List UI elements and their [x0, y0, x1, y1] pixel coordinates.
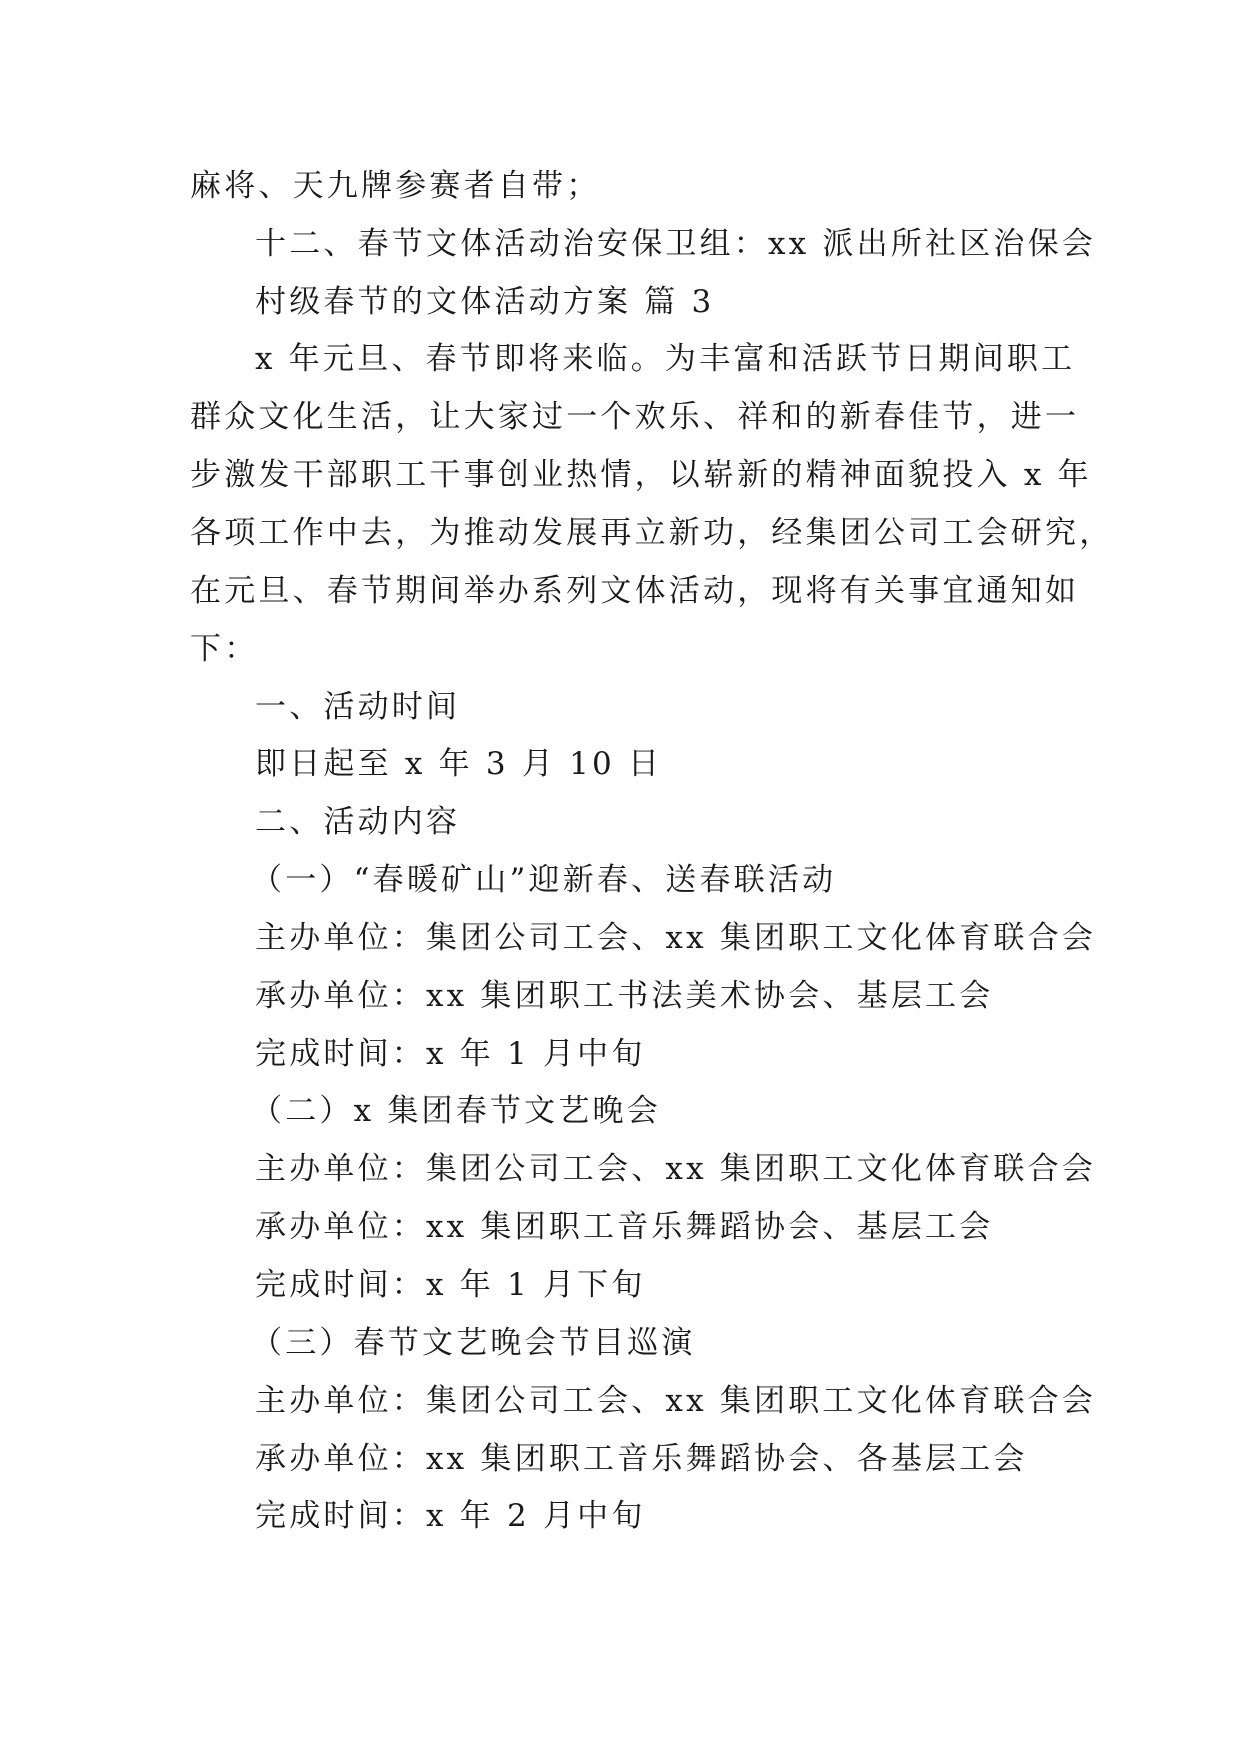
subsection-heading: （三）春节文艺晚会节目巡演: [251, 1325, 696, 1361]
text-line: 主办单位：集团公司工会、xx 集团职工文化体育联合会: [255, 1383, 1097, 1419]
text-line: 步激发干部职工干事创业热情，以崭新的精神面貌投入 x 年: [190, 457, 1092, 493]
subsection-heading: （一）“春暖矿山”迎新春、送春联活动: [251, 862, 837, 898]
text-line: 承办单位：xx 集团职工音乐舞蹈协会、各基层工会: [255, 1441, 1028, 1477]
text-line: 主办单位：集团公司工会、xx 集团职工文化体育联合会: [255, 920, 1097, 956]
section-heading: 一、活动时间: [255, 689, 461, 725]
text-line: 承办单位：xx 集团职工音乐舞蹈协会、基层工会: [255, 1209, 994, 1245]
text-line: 在元旦、春节期间举办系列文体活动，现将有关事宜通知如: [190, 573, 1080, 609]
text-line: 即日起至 x 年 3 月 10 日: [255, 746, 663, 782]
section-heading: 二、活动内容: [255, 804, 461, 840]
subsection-heading: （二）x 集团春节文艺晚会: [251, 1093, 661, 1129]
text-line: 各项工作中去，为推动发展再立新功，经集团公司工会研究，: [190, 515, 1114, 551]
text-line: 主办单位：集团公司工会、xx 集团职工文化体育联合会: [255, 1151, 1097, 1187]
section-heading: 村级春节的文体活动方案 篇 3: [255, 284, 715, 320]
text-line: 十二、春节文体活动治安保卫组：xx 派出所社区治保会: [255, 226, 1097, 262]
text-line: 下：: [190, 631, 259, 667]
text-line: 群众文化生活，让大家过一个欢乐、祥和的新春佳节，进一: [190, 399, 1080, 435]
text-line: 完成时间：x 年 2 月中旬: [255, 1498, 646, 1534]
text-line: 麻将、天九牌参赛者自带；: [190, 168, 601, 204]
text-line: 承办单位：xx 集团职工书法美术协会、基层工会: [255, 978, 994, 1014]
text-line: 完成时间：x 年 1 月下旬: [255, 1267, 646, 1303]
text-line: 完成时间：x 年 1 月中旬: [255, 1036, 646, 1072]
text-line: x 年元旦、春节即将来临。为丰富和活跃节日期间职工: [255, 341, 1076, 377]
